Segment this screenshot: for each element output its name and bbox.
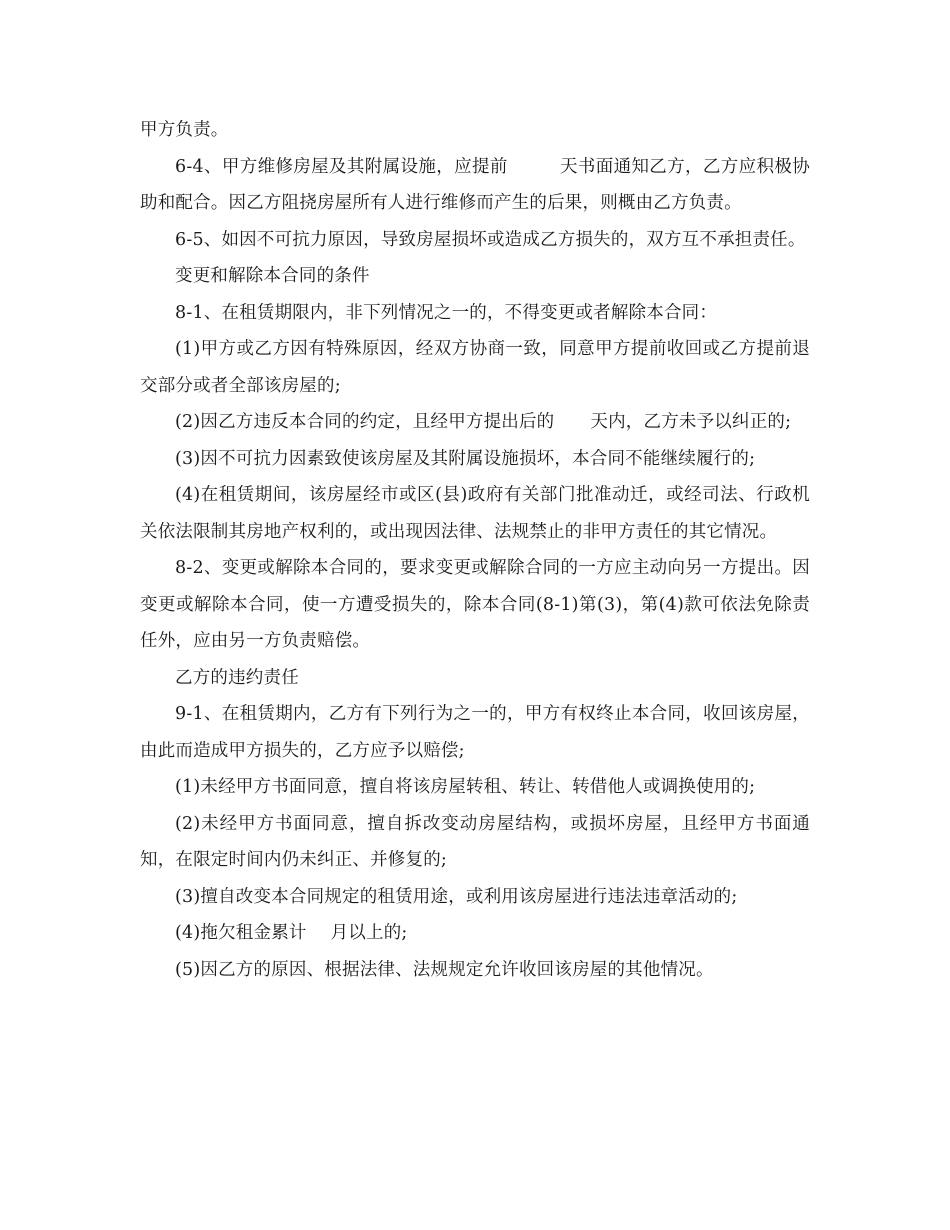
- clause-6-4-text-a: 6-4、甲方维修房屋及其附属设施，应提前: [175, 156, 508, 177]
- clause-8-1-item-2: [140, 404, 810, 441]
- section-heading-change-termination: 变更和解除本合同的条件: [175, 266, 370, 286]
- clause-9-1-item-4-text-a: (4)拖欠租金累计: [175, 923, 307, 943]
- paragraph-continuation: 甲方负责。: [140, 120, 229, 140]
- clause-9-1-item-4-text-b: 月以上的;: [330, 923, 408, 943]
- clause-8-1-item-2-text-a: (2)因乙方违反本合同的约定，且经甲方提出后的: [175, 412, 555, 432]
- section-heading-party-b-liability: 乙方的违约责任: [175, 667, 299, 688]
- clause-9-1-item-2: (2)未经甲方书面同意，擅自拆改变动房屋结构，或损坏房屋，且经甲方书面通知，在限定时间内仍未纠正、并修复的;: [140, 813, 810, 870]
- document-body: [140, 112, 810, 988]
- clause-8-1-item-4: (4)在租赁期间，该房屋经市或区(县)政府有关部门批准动迁，或经司法、行政机关依法限制其房地产权利的，或出现因法律、法规禁止的非甲方责任的其它情况。: [140, 485, 810, 542]
- clause-8-2: 8-2、变更或解除本合同的，要求变更或解除合同的一方应主动向另一方提出。因变更或解除本合同，使一方遭受损失的，除本合同(8-1)第(3)，第(4)款可依法免除责任外，应由另一方负责赔偿。: [140, 558, 810, 651]
- clause-9-1-item-5: (5)因乙方的原因、根据法律、法规规定允许收回该房屋的其他情况。: [175, 959, 714, 980]
- clause-9-1-item-3: (3)擅自改变本合同规定的租赁用途，或利用该房屋进行违法违章活动的;: [175, 886, 738, 907]
- clause-6-5: 6-5、如因不可抗力原因，导致房屋损坏或造成乙方损失的，双方互不承担责任。: [175, 229, 806, 250]
- clause-8-1: 8-1、在租赁期限内，非下列情况之一的，不得变更或者解除本合同：: [175, 302, 718, 323]
- clause-9-1: 9-1、在租赁期内，乙方有下列行为之一的，甲方有权终止本合同，收回该房屋，由此而造成甲方损失的，乙方应予以赔偿;: [140, 704, 810, 761]
- clause-8-1-item-3: (3)因不可抗力因素致使该房屋及其附属设施损坏，本合同不能继续履行的;: [175, 448, 756, 469]
- clause-8-1-item-2-text-b: 天内，乙方未予以纠正的;: [590, 412, 792, 432]
- clause-8-1-item-1: (1)甲方或乙方因有特殊原因，经双方协商一致，同意甲方提前收回或乙方提前退交部分或者全部该房屋的;: [140, 339, 810, 396]
- clause-6-4: [140, 149, 810, 222]
- clause-9-1-item-1: (1)未经甲方书面同意，擅自将该房屋转租、转让、转借他人或调换使用的;: [175, 777, 756, 797]
- clause-6-4-text-b: 天书面通知乙方，乙方应积极协助和配合。因乙方阻挠房屋所有人进行维修而产生的后果，则概由乙方负责。: [140, 156, 810, 213]
- clause-9-1-item-4: [140, 915, 810, 952]
